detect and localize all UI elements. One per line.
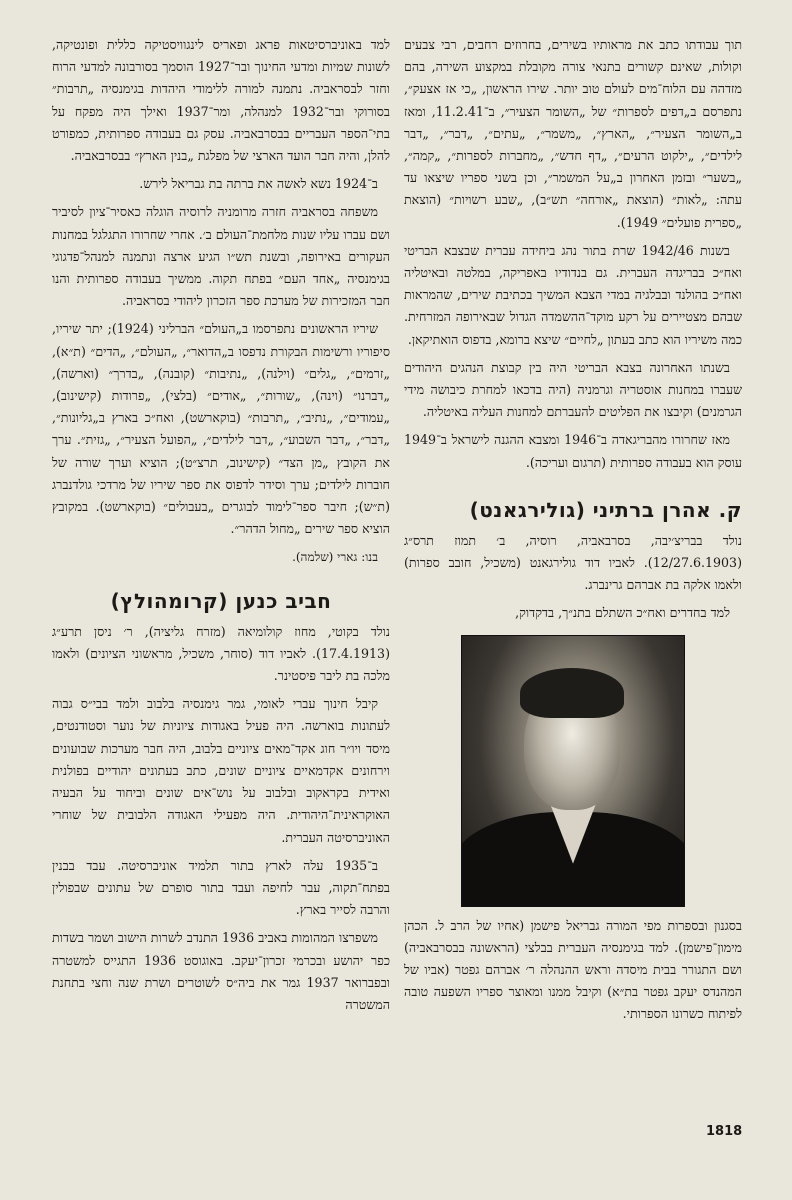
paragraph: בסגנון ובספרות מפי המורה גבריאל פישמן (אחיו של הרב ל. הכהן מימון־פישמן). למד בגימנסיה העברית בבלצי (הראשונה בבסרבאביה) ושם התגורר בבית מיסדה וראש ההנהלה ר׳ אברהם גפטר (אביו של המהנדס יעקב גפטר בת״א) וקיבל ממנו ומאוצר ספריו השפעה טובה לפיתוח כשרונו הספרותי. [404,917,742,1022]
paragraph: למד באוניברסיטאות פראג ופאריס לינגוויסטיקה כללית ופונטיקה, לשונות שמיות ומדעי החינוך ובר־1927 הוסמך בסורבונה למדעי הרוח וחזר לבסראביה. נתמנה למורה ללימודי היהדות בגימנסיה „תרבות״ בסורוקי ובר־1932 למנהלה, ומר־1937 ואילך היה מפקח על בתי־הספר העבריים בבסרבאביה. עסק גם בעבודה ספרותית, כמפורט להלן, והיה חבר הועד הארצי של מפלגת „בנין הארץ״ בבסרבאביה. [52,37,390,164]
page-number: 1818 [706,1124,743,1139]
paragraph: משפחה בסראביה חזרה מרומניה לרוסיה הוגלה כאסיר־ציון לסיביר ושם עברו עליו שנות מלחמת־העולם ב׳. אחרי שחרורו התגלגל במחנות העקורים באירופה, ובשנת תש״ו הגיע ארצה ונתמנה למנהל־פדגוגי בגימנסיה „אחד העם״ בפתח תקוה. ממשיך בעבודה ספרותית והנו חבר המזכירות של מערכת ספר הזכרון ליהודי בסראביה. [52,204,390,309]
paragraph: בשנות 1942/46 שרת בתור נהג ביחידה עברית שבצבא הבריטי ואח״כ בבריגדה העברית. גם בנדודיו באפריקה, במלטה ובאיטליה ואח״כ בהולנד ובבלגיה במדי הצבא המשיך בכתיבת שירים, שהמראות שבהם מצטיירים על רקע מוקד־ההשמדה הגדול שבאירופה המזרחית. כמה משיריו הוא כתב בעתון „לחיים״ שיצא ברומא, בדפוס הואתיקאן. [404,242,742,347]
portrait-photo [461,635,685,907]
paragraph: למד בחדרים ואח״כ השתלם בתנ״ך, בדקדוק, [515,605,730,621]
right-column [404,34,742,1032]
paragraph: נולד בקוטי, מחוז קולומיאה (מזרח גליציה), ר׳ ניסן תרע״ג (17.4.1913). לאביו דוד (סוחר, משכיל, מראשוני הציונים) ולאמו מלכה בת ליבר פיסטינר. [52,623,390,684]
paragraph: משפרצו המהומות באביב 1936 התנדב לשרות הישוב ושמר בשדות כפר יהושע ובכרמי זכרון־יעקב. באוגוסט 1936 התגייס למשטרה ובפברואר 1937 גמר את ביה״ס לשוטרים ושרת שנה וחצי בתחנת המשטרה [52,930,390,1012]
paragraph: תוך עבודתו כתב את מראותיו בשירים, בחרוזים רחבים, רבי צבעים וקולות, שאינם קשורים בתנאי צורה מקובלת במקצוע השירה, בהם מזדהה עם הלוח־מים לעולם טוב יותר. שירו הראשון, „כי אז אצעק״, נתפרסם ב„דפים לספרות״ של „השומר הצעיר״, ב־11.2.41, ומאז ב„השומר הצעיר״, „הארץ״, „משמר״, „עתים״, „דבר״, „דבר לילדים״, „ילקוט הרעים״, „דף חדש״, „מחברות לספרות״, „קמה״, „בשער״ ובזמן האחרון ב„על המשמר״, וכן בשני ספריו שיצאו עד עתה: „לאות״ (הוצאת „אורחה״ תש״ב), „שבע רשויות״ (הוצאת „ספרית פועלים״ 1949). [404,37,742,230]
paragraph: ב־1924 נשא לאשה את ברתה בת גבריאל לירש. [139,176,378,192]
paragraph: קיבל חינוך עברי לאומי, גמר גימנסיה בלבוב ולמד בבי״ס גבוה לעתונות בוארשה. היה פעיל באגודות ציוניות של נוער וסטודנטים, מיסד ויו״ר חוג אקד־מאים ציוניים בלבוב, היה חבר מערכות שבועונים וירחונים אקדמאיים ציוניים שונים, כתב בעתונים יהודיים בפולנית ואידית בקראקוב ובלבוב על נוש־אים שונים וביחוד על הבעיה האוקראינית־היהודית. היה מפעילי האגודה הלבובית של שוחרי האוניברסיטה העברית. [52,696,390,845]
paragraph: בנו: גארי (שלמה). [292,550,378,565]
paragraph: שיריו הראשונים נתפרסמו ב„העולם״ הברליני (1924); יתר שיריו, סיפוריו ורשימות הבקורת נדפסו ב„הדואר״, „העולם״, „הדים״ (ת״א), „זרמים״, „גלים״ (וילנה), „נתיבות״ (קובנה), „בדרך״ (וארשה), „דברנו״ (וינה), „שורות״, „אודים״ (בלצי), „פרודות (קישינוב), „עמודים״, „נתיב״, „תרבות״ (בוקארשט), ואח״כ בארץ ב„גליונות״, „דבר״, „דבר השבוע״, „דבר לילדים״, „הפועל הצעיר״, „גזית״. ערך את הקובץ „מן הצד״ (קישינוב, תרצ״ט); הוציא וערך שורה של חוברות לילדים; ערך וסידר לדפוס את ספר שיריו של מרדכי גולדנברג (ת״ש); חיבר ספר־לימוד לבוגרים „בעבולים״ (בוקארשט). במקובץ הוציא ספר שירים „מחול הדהר״. [52,321,390,537]
paragraph: מאז שחרורו מהבריגאדה ב־1946 ומצבא ההגנה לישראל ב־1949 עוסק הוא בעבודה ספרותית (תרגום ועריכה). [404,432,742,470]
paragraph: ב־1935 עלה לארץ בתור תלמיד אוניברסיטה. עבד בבנין בפתח־תקוה, עבר לחיפה ועבד בתור סופרם של עתונים שבפולין והרבה לסייר בארץ. [52,857,390,918]
entry-heading: ק. אהרן ברתיני (גולירגאנט) [469,497,742,522]
entry-heading: חביב כנען (קרומהולץ) [110,588,332,613]
photo-hair [520,668,624,718]
paragraph: נולד בבריצ׳יבה, בסרבאביה, רוסיה, ב׳ תמוז תרס״ג (12/27.6.1903). לאביו דוד גולירגאנט (משכיל, חובב ספרות) ולאמו אלקה בת אברהם גרינברג. [404,532,742,593]
paragraph: בשנתו האחרונה בצבא הבריטי היה בין קבוצת הנהגים היהודים שעברו במחנות אוסטריה וגרמניה (היה בדכאו למחרת כיבושה מידי הגרמנים) וקיבצו את הפליטים להעברתם למחנות העליה באיטליה. [404,359,742,420]
left-column [52,34,390,1022]
